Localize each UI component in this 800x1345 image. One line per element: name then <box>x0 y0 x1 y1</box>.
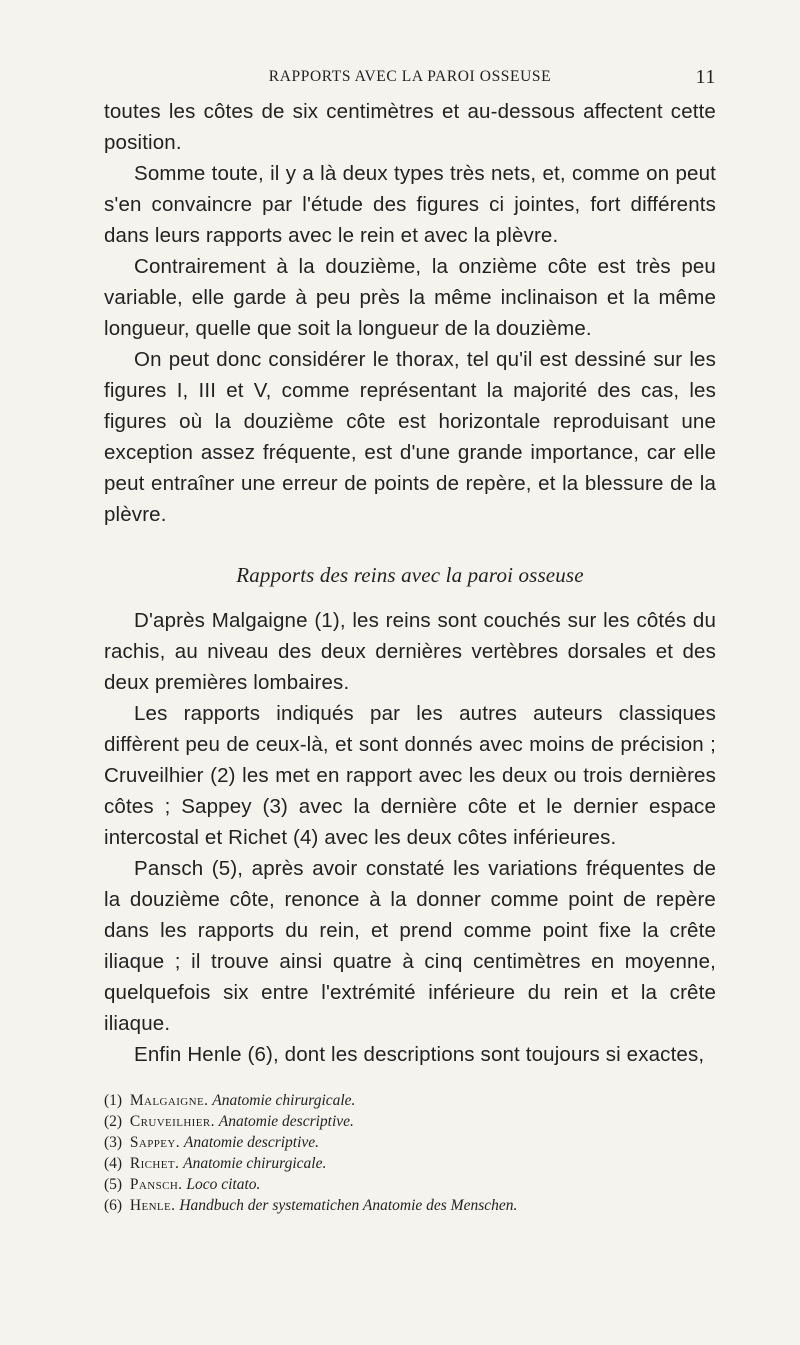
footnote-work: Anatomie descriptive. <box>218 1113 354 1130</box>
paragraph: Enfin Henle (6), dont les descriptions sont toujours si exactes, <box>134 1043 705 1066</box>
footnote-number: (2) <box>104 1113 123 1130</box>
footnote-author: Henle. <box>129 1197 176 1214</box>
running-title: RAPPORTS AVEC LA PAROI OSSEUSE <box>268 68 552 85</box>
page-number: 11 <box>695 66 716 88</box>
section-heading: Rapports des reins avec la paroi osseuse <box>236 563 584 587</box>
paragraph: toutes les côtes de six centimètres et au-dessous affectent cette position. <box>104 100 716 154</box>
footnote-work: Anatomie chirurgicale. <box>212 1092 356 1109</box>
footnote-author: Sappey. <box>129 1134 181 1151</box>
footnote-author: Richet. <box>129 1155 180 1172</box>
footnote <box>104 1090 716 1111</box>
footnote-work: Anatomie descriptive. <box>183 1134 320 1151</box>
footnote-work: Anatomie chirurgicale. <box>183 1155 327 1172</box>
running-head <box>104 66 716 90</box>
book-page <box>104 66 716 1216</box>
footnote <box>104 1132 716 1153</box>
paragraph: Les rapports indiqués par les autres auteurs classiques diffèrent peu de ceux-là, et sont donnés avec moins de précision ; Cruveilhier (2) les met en rapport avec les deux ou trois dernières côtes ; Sappey (3) avec la dernière côte et le dernier espace intercostal et Richet (4) avec les deux côtes inférieures. <box>104 702 716 849</box>
footnote-number: (4) <box>104 1155 123 1172</box>
footnote <box>104 1111 716 1132</box>
footnote-number: (5) <box>104 1176 123 1193</box>
footnote-number: (6) <box>104 1197 123 1214</box>
paragraph: D'après Malgaigne (1), les reins sont couchés sur les côtés du rachis, au niveau des deux dernières vertèbres dorsales et des deux premières lombaires. <box>104 609 716 694</box>
footnote-author: Pansch. <box>129 1176 183 1193</box>
footnote <box>104 1174 716 1195</box>
footnote-number: (3) <box>104 1134 123 1151</box>
footnote-author: Cruveilhier. <box>129 1113 215 1130</box>
footnote-work: Loco citato. <box>186 1176 261 1193</box>
body-text <box>104 96 716 1070</box>
footnote-work: Handbuch der systematichen Anatomie des Menschen. <box>179 1197 518 1214</box>
footnote <box>104 1195 716 1216</box>
footnote-author: Malgaigne. <box>129 1092 209 1109</box>
footnote-number: (1) <box>104 1092 123 1109</box>
footnote <box>104 1153 716 1174</box>
footnotes <box>104 1090 716 1216</box>
paragraph: Pansch (5), après avoir constaté les variations fréquentes de la douzième côte, renonce à la donner comme point de repère dans les rapports du rein, et prend comme point fixe la crête iliaque ; il trouve ainsi quatre à cinq centimètres en moyenne, quelquefois six entre l'extrémité inférieure du rein et la crête iliaque. <box>104 857 716 1035</box>
paragraph: Contrairement à la douzième, la onzième côte est très peu variable, elle garde à peu près la même inclinaison et la même longueur, quelle que soit la longueur de la douzième. <box>104 255 716 340</box>
paragraph: Somme toute, il y a là deux types très nets, et, comme on peut s'en convaincre par l'étude des figures ci jointes, fort différents dans leurs rapports avec le rein et avec la plèvre. <box>104 162 716 247</box>
paragraph: On peut donc considérer le thorax, tel qu'il est dessiné sur les figures I, III et V, comme représentant la majorité des cas, les figures où la douzième côte est horizontale reproduisant une exception assez fréquente, est d'une grande importance, car elle peut entraîner une erreur de points de repère, et la blessure de la plèvre. <box>104 348 716 526</box>
